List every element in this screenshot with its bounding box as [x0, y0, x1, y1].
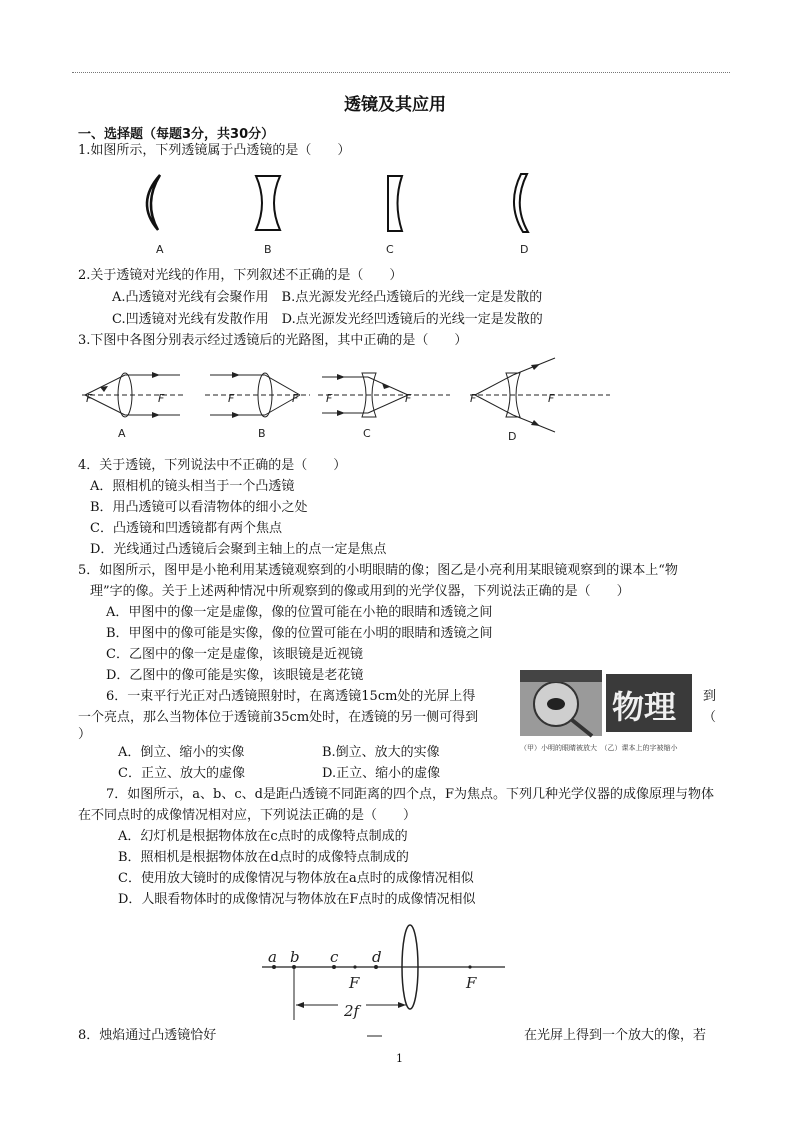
q4-option-d: D．光线通过凸透镜后会聚到主轴上的点一定是焦点 [90, 542, 387, 557]
q4-option-a: A．照相机的镜头相当于一个凸透镜 [90, 479, 295, 494]
q7-two-f: 2f [344, 1002, 360, 1020]
q5-option-b: B．甲图中的像可能是实像，像的位置可能在小明的眼睛和透镜之间 [106, 626, 493, 641]
svg-text:F: F [470, 392, 477, 405]
q7-option-b: B．照相机是根据物体放在d点时的成像特点制成的 [118, 850, 409, 865]
q8-right: 在光屏上得到一个放大的像，若 [524, 1028, 707, 1043]
q5-stem-line1: 5．如图所示，图甲是小艳利用某透镜观察到的小明眼睛的像；图乙是小亮利用某眼镜观察到的课本上“物 [78, 563, 678, 578]
svg-text:F: F [86, 392, 93, 405]
q1-label-c: C [386, 243, 394, 256]
q7-stem-line1: 7．如图所示，a、b、c、d是距凸透镜不同距离的四个点，F为焦点。下列几种光学仪器的成像原理与物体 [106, 787, 714, 802]
q2-stem: 2.关于透镜对光线的作用，下列叙述不正确的是（ ） [78, 268, 403, 283]
q2-options-line2: C.凹透镜对光线有发散作用 D.点光源发光经凹透镜后的光线一定是发散的 [112, 312, 543, 327]
q3-label-a: A [118, 427, 126, 440]
q1-stem: 1.如图所示，下列透镜属于凸透镜的是（ ） [78, 143, 351, 158]
q7-point-d: d [372, 948, 382, 966]
q4-stem: 4．关于透镜，下列说法中不正确的是（ ） [78, 458, 347, 473]
q3-stem: 3.下图中各图分别表示经过透镜后的光路图，其中正确的是（ ） [78, 333, 468, 348]
q1-label-a: A [156, 243, 164, 256]
svg-text:F: F [228, 392, 235, 405]
q5-photo-caption: （甲）小明的眼睛被放大 （乙）课本上的字被缩小 [520, 744, 678, 752]
q5-stem-line2: 理”字的像。关于上述两种情况中所观察到的像或用到的光学仪器，下列说法正确的是（ ） [90, 584, 630, 599]
q4-option-b: B．用凸透镜可以看清物体的细小之处 [90, 500, 308, 515]
q4-option-c: C．凸透镜和凹透镜都有两个焦点 [90, 521, 282, 536]
q7-focus-left: F [349, 974, 360, 992]
q6-option-c: C．正立、放大的虚像 [118, 766, 245, 781]
page-title: 透镜及其应用 [344, 95, 446, 115]
q3-label-d: D [508, 430, 517, 443]
q7-point-c: c [330, 948, 339, 966]
svg-text:F: F [292, 392, 299, 405]
svg-text:F: F [405, 392, 412, 405]
section-heading: 一、选择题（每题3分，共30分） [78, 127, 275, 142]
q7-point-b: b [290, 948, 300, 966]
q7-point-a: a [268, 948, 277, 966]
q6-line3: ） [78, 727, 92, 742]
q7-option-a: A．幻灯机是根据物体放在c点时的成像特点制成的 [118, 829, 408, 844]
q6-option-b: B.倒立、放大的实像 [322, 745, 440, 760]
q7-option-c: C．使用放大镜时的成像情况与物体放在a点时的成像情况相似 [118, 871, 474, 886]
q2-options-line1: A.凸透镜对光线有会聚作用 B.点光源发光经凸透镜后的光线一定是发散的 [112, 290, 543, 305]
q5-option-d: D．乙图中的像可能是实像，该眼镜是老花镜 [106, 668, 364, 683]
q5-option-c: C．乙图中的像一定是虚像，该眼镜是近视镜 [106, 647, 363, 662]
q6-line2-tail: （ [703, 710, 717, 725]
q6-option-a: A．倒立、缩小的实像 [118, 745, 245, 760]
q5-option-a: A．甲图中的像一定是虚像，像的位置可能在小艳的眼睛和透镜之间 [106, 605, 493, 620]
q1-label-b: B [264, 243, 272, 256]
q3-label-b: B [258, 427, 266, 440]
q6-line1: 6．一束平行光正对凸透镜照射时，在离透镜15cm处的光屏上得 [106, 689, 476, 704]
svg-text:F: F [158, 392, 165, 405]
q3-label-c: C [363, 427, 371, 440]
q6-option-d: D.正立、缩小的虚像 [322, 766, 441, 781]
q1-label-d: D [520, 243, 529, 256]
q8-left: 8．烛焰通过凸透镜恰好 [78, 1028, 217, 1043]
q7-stem-line2: 在不同点时的成像情况相对应，下列说法正确的是（ ） [78, 808, 417, 823]
q6-line2: 一个亮点，那么当物体位于透镜前35cm处时，在透镜的另一侧可得到 [78, 710, 479, 725]
q7-focus-right: F [466, 974, 477, 992]
svg-text:F: F [326, 392, 333, 405]
q7-option-d: D．人眼看物体时的成像情况与物体放在F点时的成像情况相似 [118, 892, 476, 907]
svg-text:F: F [548, 392, 555, 405]
q5-photo-text: 物理 [612, 688, 677, 726]
q6-line1-tail: 到 [703, 689, 717, 704]
page-number: 1 [396, 1052, 403, 1065]
